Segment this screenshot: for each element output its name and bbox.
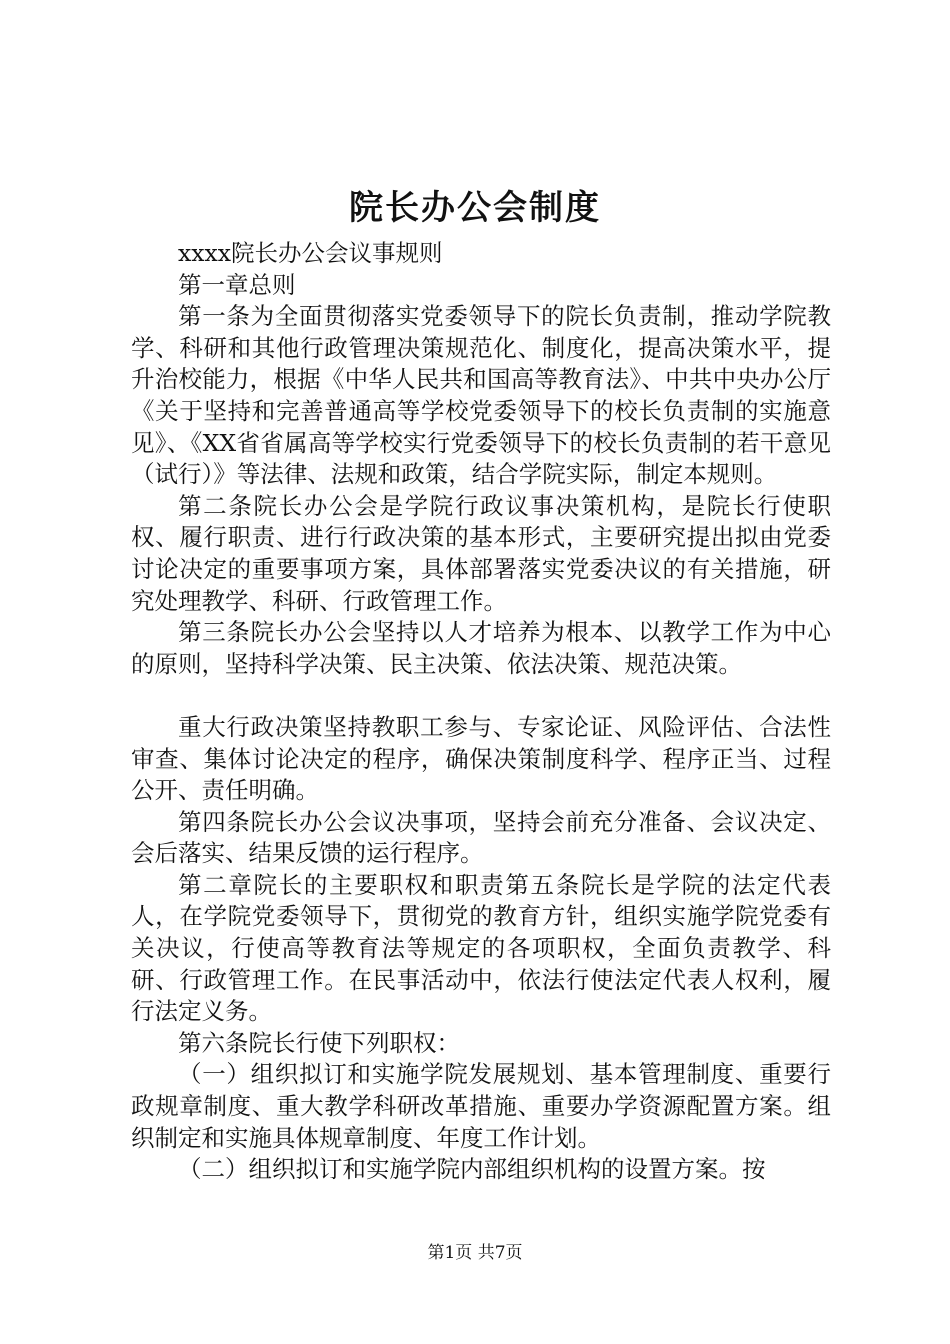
document-title: 院长办公会制度 xyxy=(349,188,601,228)
paragraph-article-4: 第四条院长办公会议决事项，坚持会前充分准备、会议决定、会后落实、结果反馈的运行程序。 xyxy=(131,807,831,868)
paragraph-item-2: （二）组织拟订和实施学院内部组织机构的设置方案。按 xyxy=(178,1155,766,1184)
paragraph-article-3: 第三条院长办公会坚持以人才培养为根本、以教学工作为中心的原则，坚持科学决策、民主决策、依法决策、规范决策。 xyxy=(131,618,831,678)
paragraph-major-decisions: 重大行政决策坚持教职工参与、专家论证、风险评估、合法性审查、集体讨论决定的程序，确保决策制度科学、程序正当、过程公开、责任明确。 xyxy=(131,712,831,805)
paragraph-article-6: 第六条院长行使下列职权： xyxy=(178,1028,460,1057)
chapter-heading: 第一章总则 xyxy=(178,270,296,299)
paragraph-item-1: （一）组织拟订和实施学院发展规划、基本管理制度、重要行政规章制度、重大教学科研改革措施、重要办学资源配置方案。组织制定和实施具体规章制度、年度工作计划。 xyxy=(131,1060,831,1152)
paragraph-article-1: 第一条为全面贯彻落实党委领导下的院长负责制，推动学院教学、科研和其他行政管理决策规范化、制度化，提高决策水平，提升治校能力，根据《中华人民共和国高等教育法》、中共中央办公厅《关于坚持和完善普通高等学校党委领导下的校长负责制的实施意见》、《XX省省属高等学校实行党委领导下的校长负责制的若干意见（试行）》等法律、法规和政策，结合学院实际，制定本规则。 xyxy=(131,302,831,489)
document-body xyxy=(131,238,831,1186)
paragraph-chapter-2: 第二章院长的主要职权和职责第五条院长是学院的法定代表人，在学院党委领导下，贯彻党的教育方针，组织实施学院党委有关决议，行使高等教育法等规定的各项职权，全面负责教学、科研、行政管理工作。在民事活动中，依法行使法定代表人权利，履行法定义务。 xyxy=(131,870,831,1026)
page-footer: 第1页 共7页 xyxy=(427,1243,523,1263)
document-subtitle: xxxx院长办公会议事规则 xyxy=(178,239,443,267)
paragraph-article-2: 第二条院长办公会是学院行政议事决策机构，是院长行使职权、履行职责、进行行政决策的基本形式，主要研究提出拟由党委讨论决定的重要事项方案，具体部署落实党委决议的有关措施，研究处理教学、科研、行政管理工作。 xyxy=(131,491,831,615)
